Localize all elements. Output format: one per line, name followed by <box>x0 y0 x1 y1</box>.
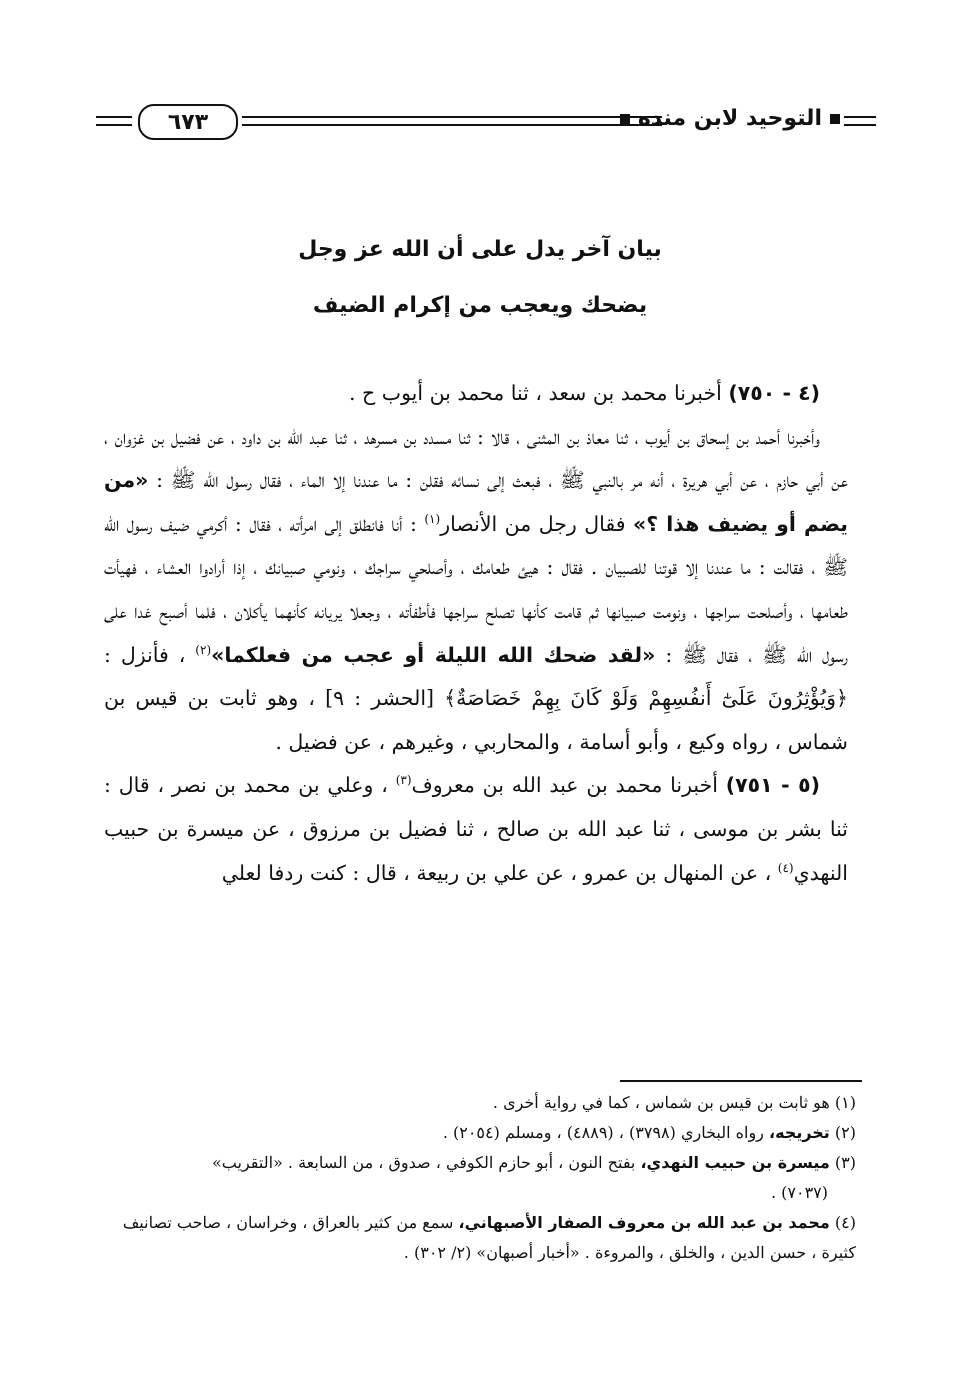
header-rule-left <box>96 116 132 118</box>
header-rule-left-lower <box>96 124 132 126</box>
paragraph-text: : أنا فانطلق إلى امرأته ، فقال : أكرمي ضيف رسول الله ﷺ ، فقالت : ما عندنا إلا قوتنا للصبيان . فقال : هيئ طعامك ، وأصلحي سراجك ، ونومي صبيانك ، إذا أرادوا العشاء ، فهيأت طعامها ، وأصلحت سراجها ، ونومت صبيانها ثم قامت كأنها تصلح سراجها فأطفأته ، وجعلا يريانه كأنهما يأكلان ، فلما أصبح غدا على رسول الله ﷺ ، فقال ﷺ : <box>104 511 848 667</box>
footnote-1: (١) هو ثابت بن قيس بن شماس ، كما في رواية أخرى . <box>492 1093 856 1112</box>
footnote-ref: (٤) <box>777 860 794 875</box>
header-rule-middle-lower <box>242 124 662 126</box>
header-rule-right <box>844 116 876 118</box>
footnotes <box>104 1088 856 1268</box>
footnote-bold-term: محمد بن عبد الله بن معروف الصفار الأصبهاني، <box>458 1213 830 1232</box>
footnote-label: (٤) <box>834 1213 856 1232</box>
prophetic-quote: «لقد ضحك الله الليلة أو عجب من فعلكما» <box>211 642 656 667</box>
footnote-bold-term: ميسرة بن حبيب النهدي، <box>640 1153 830 1172</box>
footnote-ref: (١) <box>424 511 441 526</box>
paragraph-text: أخبرنا محمد بن سعد ، ثنا محمد بن أيوب ح . <box>348 381 722 405</box>
footnote-2 <box>104 1118 856 1148</box>
running-header <box>96 104 876 144</box>
hadith-number: (٥ - ٧٥١) <box>725 773 820 798</box>
hadith-number: (٤ - ٧٥٠) <box>728 381 820 405</box>
hadith-paragraph-750 <box>104 372 848 416</box>
footnote-4 <box>104 1208 856 1268</box>
footnote-3 <box>104 1148 856 1208</box>
hadith-paragraph-751 <box>104 764 848 895</box>
paragraph-text: ، عن المنهال بن عمرو ، عن علي بن ربيعة ، قال : كنت ردفا لعلي <box>221 860 772 885</box>
footnote-ref: (٢) <box>195 642 212 657</box>
square-bullet-icon <box>620 114 630 124</box>
book-title <box>620 106 840 131</box>
paragraph-text: فقال رجل من الأنصار <box>440 511 626 536</box>
page-number: ٦٧٣ <box>138 104 238 140</box>
paragraph-text: وأخبرنا أحمد بن إسحاق بن أيوب ، ثنا معاذ بن المثنى ، قالا : ثنا مسدد بن مسرهد ، ثنا عبد الله بن داود ، عن فضيل بن غزوان ، عن أبي حازم ، عن أبي هريرة ، أنه مر بالنبي ﷺ ، فبعث إلى نسائه فقلن : ما عندنا إلا الماء ، فقال رسول الله ﷺ : <box>104 424 848 493</box>
chapter-heading-line-1: بيان آخر يدل على أن الله عز وجل <box>298 237 662 262</box>
footnote-text: رواه البخاري (٣٧٩٨) ، (٤٨٨٩) ، ومسلم (٢٠٥٤) . <box>442 1123 764 1142</box>
footnote-label: (٢) <box>834 1123 856 1142</box>
header-rule-middle <box>242 116 662 118</box>
book-title-text: التوحيد لابن منده <box>637 106 822 131</box>
square-bullet-icon <box>830 114 840 124</box>
quran-verse: ﴿وَيُؤْثِرُونَ عَلَىٰٓ أَنفُسِهِمْ وَلَوْ كَانَ بِهِمْ خَصَاصَةٌ﴾ <box>444 686 848 711</box>
chapter-heading <box>120 222 840 334</box>
paragraph-text: أخبرنا محمد بن عبد الله بن معروف <box>411 773 718 798</box>
footnote-text: سمع من كثير بالعراق ، وخراسان ، صاحب تصانيف كثيرة ، حسن الدين ، والخلق ، والمروءة . «أخبار أصبهان» (٢/ ٣٠٢) . <box>122 1213 856 1262</box>
footnote-ref: (٣) <box>395 773 412 788</box>
paragraph-text: [الحشر : ٩] ، وهو ثابت بن قيس بن شماس ، رواه وكيع ، وأبو أسامة ، والمحاربي ، وغيرهم ، عن فضيل . <box>104 686 848 754</box>
main-text <box>104 372 848 895</box>
footnote-text: بفتح النون ، أبو حازم الكوفي ، صدوق ، من السابعة . «التقريب» <box>212 1153 636 1172</box>
chapter-heading-line-2: يضحك ويعجب من إكرام الضيف <box>312 293 648 318</box>
footnote-separator <box>620 1080 862 1082</box>
footnote-continuation: (٧٠٣٧) . <box>770 1183 828 1202</box>
paragraph-text: ، فأنزل : <box>104 642 186 667</box>
header-rule-right-lower <box>844 124 876 126</box>
chain-paragraph <box>104 416 848 765</box>
footnote-bold-term: تخريجه، <box>769 1123 830 1142</box>
paragraph-text: ، وعلي بن محمد بن نصر ، قال : ثنا بشر بن موسى ، ثنا عبد الله بن صالح ، ثنا فضيل بن مرزوق ، عن ميسرة بن حبيب النهدي <box>104 773 848 885</box>
footnote-label: (٣) <box>834 1153 856 1172</box>
prophetic-quote: «من يضم أو يضيف هذا ؟» <box>104 468 849 536</box>
